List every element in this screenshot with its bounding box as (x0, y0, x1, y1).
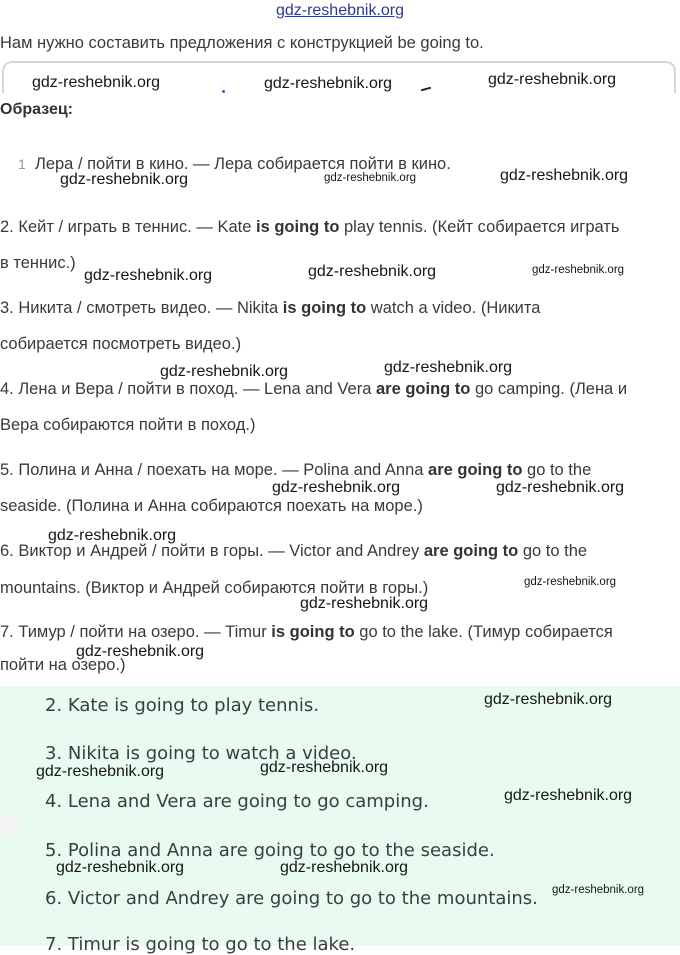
watermark: gdz-reshebnik.org (384, 359, 513, 376)
answer-5: 5. Polina and Anna are going to go to the seaside. (45, 840, 495, 861)
watermark: gdz-reshebnik.org (60, 171, 189, 188)
watermark: gdz-reshebnik.org (552, 884, 645, 896)
watermark: gdz-reshebnik.org (496, 479, 625, 496)
answers-panel (0, 686, 680, 955)
sample-label: Образец: (0, 101, 73, 118)
watermark: gdz-reshebnik.org (524, 576, 617, 588)
exercise-7: 7. Тимур / пойти на озеро. — Timur is going to go to the lake. (Тимур собирается пойти на озеро.) (0, 623, 613, 674)
item-1-text: Лера / пойти в кино. — Лера собирается пойти в кино. (35, 155, 451, 173)
watermark: gdz-reshebnik.org (84, 267, 213, 284)
exercise-6: 6. Виктор и Андрей / пойти в горы. — Victor and Andrey are going to go to the mountains. (Виктор и Андрей собираются пойти в горы.) (0, 542, 588, 597)
watermark: gdz-reshebnik.org (48, 527, 177, 544)
watermark: gdz-reshebnik.org (488, 71, 617, 88)
watermark: gdz-reshebnik.org (500, 167, 629, 184)
task-intro: Нам нужно составить предложения с конструкцией be going to. (0, 34, 484, 52)
watermark: gdz-reshebnik.org (504, 787, 633, 804)
answer-4: 4. Lena and Vera are going to go camping. (45, 791, 429, 812)
watermark: gdz-reshebnik.org (308, 263, 437, 280)
answer-6: 6. Victor and Andrey are going to go to the mountains. (45, 888, 538, 909)
answer-3: 3. Nikita is going to watch a video. (45, 743, 357, 764)
watermark: gdz-reshebnik.org (76, 643, 205, 660)
exercise-3: 3. Никита / смотреть видео. — Nikita is going to watch a video. (Никита собирается посмотреть видео.) (0, 299, 541, 353)
watermark: gdz-reshebnik.org (532, 264, 625, 276)
watermark: gdz-reshebnik.org (56, 859, 185, 876)
watermark: gdz-reshebnik.org (484, 691, 613, 708)
play-icon[interactable] (0, 816, 20, 834)
watermark: gdz-reshebnik.org (272, 479, 401, 496)
item-1-number: 1 (18, 156, 26, 172)
exercise-2: 2. Кейт / играть в теннис. — Kate is going to play tennis. (Кейт собирается играть в теннис.) (0, 218, 620, 272)
watermark: gdz-reshebnik.org (324, 172, 417, 184)
exercise-5: 5. Полина и Анна / поехать на море. — Polina and Anna are going to go to the seaside. (Полина и Анна собираются поехать на море.) (0, 461, 592, 515)
watermark: gdz-reshebnik.org (280, 859, 409, 876)
watermark: gdz-reshebnik.org (260, 759, 389, 776)
watermark: gdz-reshebnik.org (300, 595, 429, 612)
watermark: gdz-reshebnik.org (160, 363, 289, 380)
site-header-link[interactable]: gdz-reshebnik.org (275, 2, 405, 19)
answer-2: 2. Kate is going to play tennis. (45, 695, 320, 716)
watermark: gdz-reshebnik.org (36, 763, 165, 780)
answer-7: 7. Timur is going to go to the lake. (45, 934, 356, 955)
exercise-4: 4. Лена и Вера / пойти в поход. — Lena and Vera are going to go camping. (Лена и Вера собираются пойти в поход.) (0, 380, 628, 434)
decor-dot (222, 90, 225, 93)
watermark: gdz-reshebnik.org (264, 75, 393, 92)
watermark: gdz-reshebnik.org (32, 74, 161, 91)
